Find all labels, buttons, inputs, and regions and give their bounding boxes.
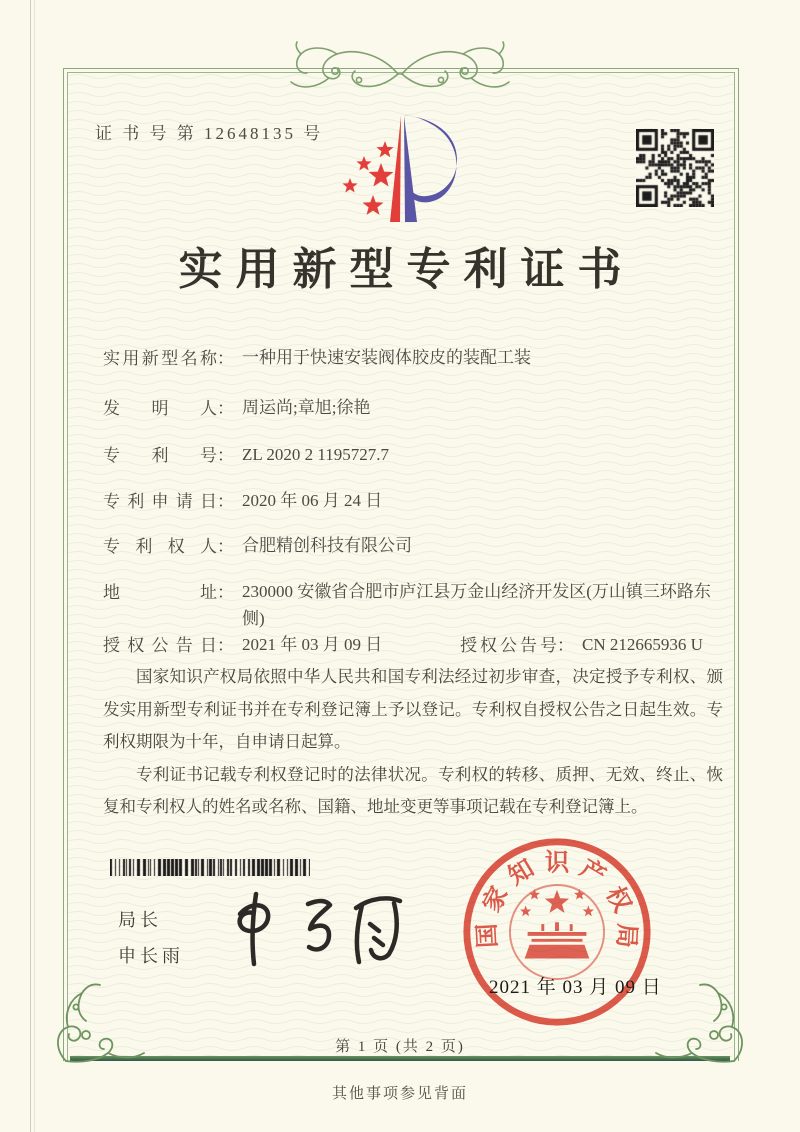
grant-no-value: CN 212665936 U [582,635,703,654]
grant-row [103,631,723,655]
scan-edge-line [30,0,31,1132]
field-label: 专利号 [103,446,217,465]
field-label: 发明人 [103,399,217,418]
grant-date-group: 授权公告日 ： 2021 年 03 月 09 日 [103,631,382,658]
barcode [110,859,310,876]
director-name: 申长雨 [118,946,184,966]
page-number: 第 1 页 (共 2 页) [335,1039,465,1055]
svg-text:家: 家 [478,882,514,917]
field-label: 专利权人 [103,537,217,556]
back-side-note: 其他事项参见背面 [331,1086,468,1102]
scan-edge-line-2 [34,0,35,1132]
logo-stars [342,141,393,215]
field-value: ZL 2020 2 1195727.7 [242,445,390,464]
field-label: 实用新型名称 [103,349,217,368]
svg-text:权: 权 [600,882,636,917]
field-row-patent-no: 专利号 ： ZL 2020 2 1195727.7 [103,441,723,468]
svg-text:国: 国 [473,922,502,949]
field-row-inventors: 发明人 ： 周运尚;章旭;徐艳 [103,394,723,421]
svg-text:局: 局 [612,922,641,949]
svg-text:识: 识 [544,849,570,877]
cnipa-logo [333,110,473,228]
bottom-border-rule [70,1056,730,1061]
certificate-title: 实用新型专利证书 [178,245,635,294]
legal-paragraph-1: 国家知识产权局依照中华人民共和国专利法经过初步审查，决定授予专利权、颁发实用新型专利证书并在专利登记簿上予以登记。专利权自授权公告之日起生效。专利权期限为十年，自申请日起算。 [103,667,723,751]
field-row-address: 地址 ： 230000 安徽省合肥市庐江县万金山经济开发区(万山镇三环路东侧) [103,578,723,632]
director-signature [222,880,432,980]
grant-date-value: 2021 年 03 月 09 日 [242,635,383,654]
grant-no-label: 授权公告号 [460,636,557,655]
certificate-number: 证 书 号 第 12648135 号 [95,124,324,143]
official-seal [459,834,655,1030]
grant-date-label: 授权公告日 [103,636,217,655]
director-block [118,902,184,974]
field-label: 专利申请日 [103,492,217,511]
top-flourish-ornament [285,40,515,100]
director-title: 局长 [118,910,162,930]
legal-text [103,661,723,824]
grant-number-group: 授权公告号 ： CN 212665936 U [460,631,703,658]
field-value: 合肥精创科技有限公司 [242,536,412,555]
national-emblem [510,885,604,979]
legal-paragraph-2: 专利证书记载专利权登记时的法律状况。专利权的转移、质押、无效、终止、恢复和专利权人的姓名或名称、国籍、地址变更等事项记载在专利登记簿上。 [103,764,723,816]
field-row-filing-date: 专利申请日 ： 2020 年 06 月 24 日 [103,487,723,514]
field-value: 2020 年 06 月 24 日 [242,491,383,510]
qr-code [636,129,714,207]
field-value: 周运尚;章旭;徐艳 [242,398,371,417]
svg-text:产: 产 [575,854,611,891]
field-value: 一种用于快速安装阀体胶皮的装配工装 [242,348,531,367]
field-row-patentee: 专利权人 ： 合肥精创科技有限公司 [103,532,723,559]
field-label: 地址 [103,583,217,602]
svg-text:知: 知 [503,854,539,891]
seal-date: 2021 年 03 月 09 日 [489,977,662,998]
field-row-name: 实用新型名称 ： 一种用于快速安装阀体胶皮的装配工装 [103,344,723,371]
field-value: 230000 安徽省合肥市庐江县万金山经济开发区(万山镇三环路东侧) [242,582,711,628]
